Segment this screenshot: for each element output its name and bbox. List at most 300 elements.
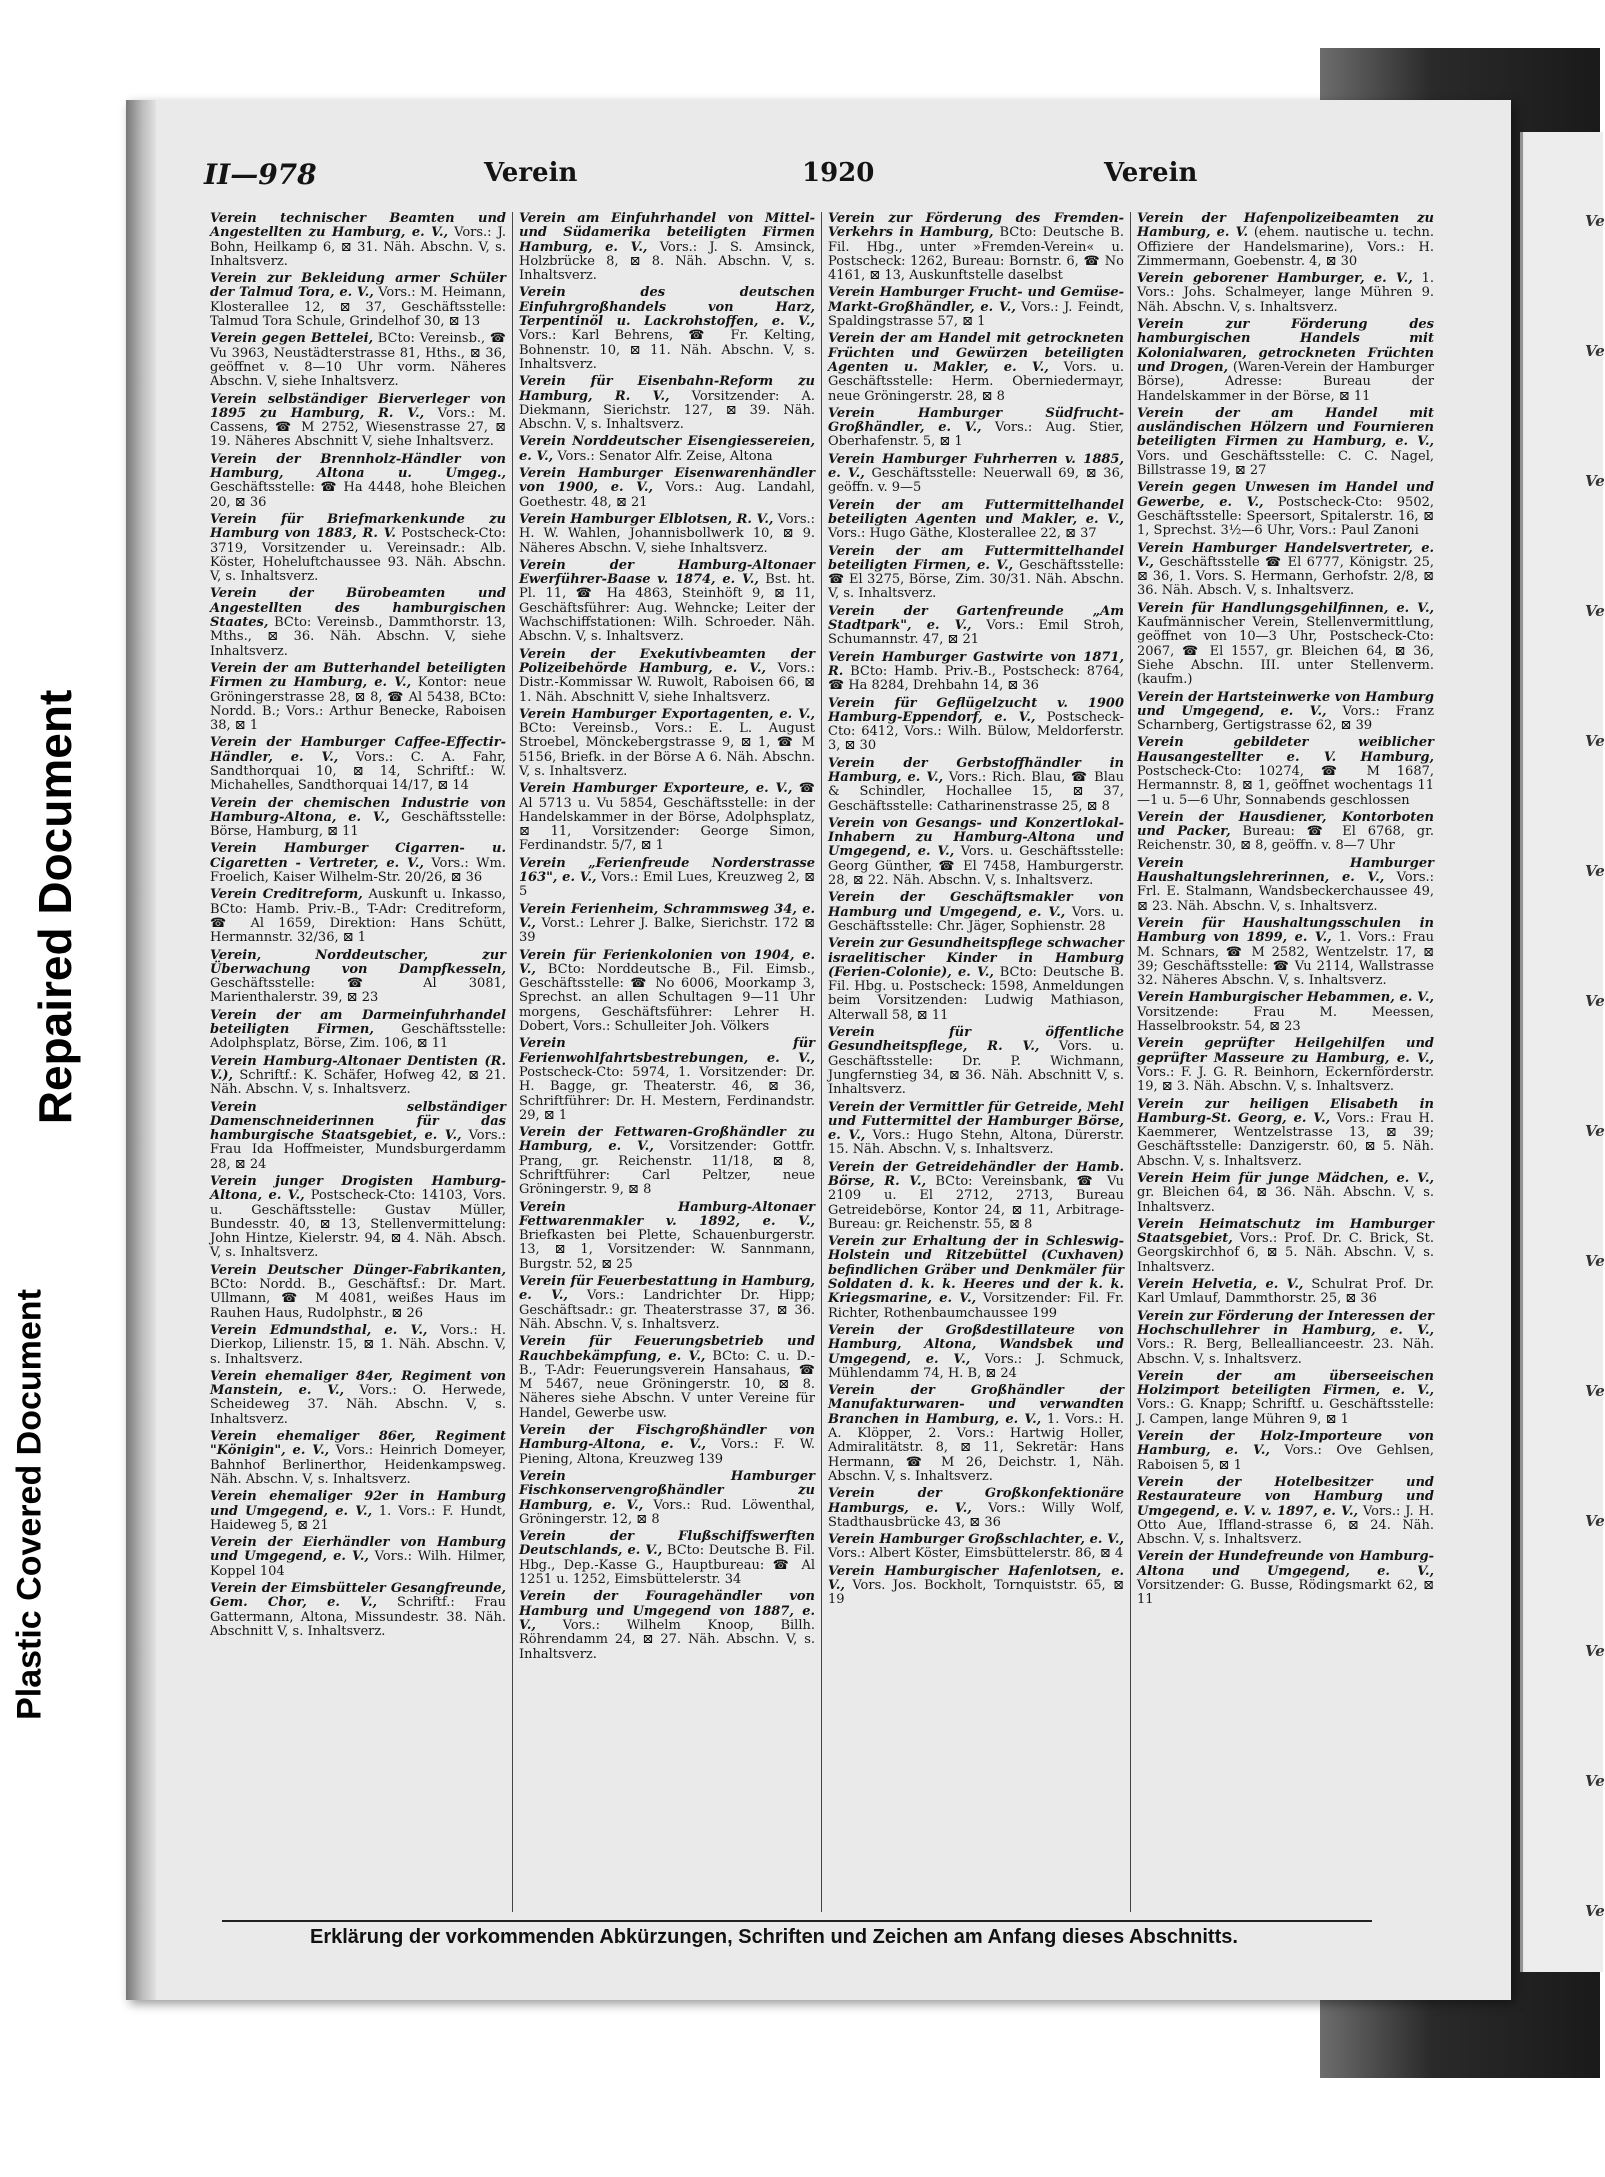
entry-name: Verein zur Gesundheitspflege schwacher israelitischer Kinder in Hamburg (Ferien-Colonie), e. V., <box>828 936 1124 980</box>
directory-entry <box>210 1324 506 1367</box>
entry-name: Verein technischer Beamten und Angestellten zu Hamburg, e. V., <box>210 211 506 241</box>
directory-entry <box>519 212 815 283</box>
entry-details: 1. Vors.: Frau M. Schnars, ☎ M 2582, Wentzelstr. 17, ⊠ 39; Geschäftsstelle: ☎ Vu 2114, Wallstrasse 32. Näheres Abschn. V, s. Inhaltsverz. <box>1137 930 1434 989</box>
directory-entry <box>1137 857 1434 914</box>
entry-name: Verein zur Erhaltung der in Schleswig-Holstein und Ritzebüttel (Cuxhaven) befindlichen Gräber und Denkmäler für Soldaten d. k. k. Heeres und der k. k. Kriegsmarine, e. V., <box>828 1234 1124 1307</box>
entry-details: Vors.: Distr.-Kommissar W. Ruwolt, Raboisen 66, ⊠ 1. Näh. Abschnitt V, siehe Inhaltsverz. <box>519 660 815 705</box>
directory-entry <box>519 1470 815 1527</box>
entry-name: Verein junger Drogisten Hamburg-Altona, e. V., <box>210 1174 506 1204</box>
directory-entry <box>210 453 506 510</box>
entry-details: BCto: Vereinsb., ☎ Vu 3963, Neustädterstrasse 81, Hths., ⊠ 36, geöffnet v. 8—10 Uhr vorm. Näheres Abschn. V, siehe Inhaltsverz. <box>210 331 506 390</box>
entry-name: Verein für Eisenbahn-Reform zu Hamburg, R. V., <box>519 374 815 404</box>
entry-name: Verein der Fischgroßhändler von Hamburg-Altona, e. V., <box>519 1423 815 1453</box>
directory-entry <box>210 736 506 793</box>
entry-name: Verein Hamburger Exportagenten, e. V., <box>519 706 815 722</box>
directory-entry <box>828 332 1124 403</box>
entry-name: Verein Hamburger Gastwirte von 1871, R. <box>828 649 1124 679</box>
entry-details: Vorsitzender: Gottfr. Prang, gr. Reichenstr. 11/18, ⊠ 8, Schriftführer: Carl Peltzer, neue Gröningerstr. 9, ⊠ 8 <box>519 1139 815 1198</box>
directory-entry <box>210 1490 506 1533</box>
entry-name: Verein geprüfter Heilgehilfen und geprüfter Masseure zu Hamburg, e. V., <box>1137 1036 1434 1066</box>
entry-details: Kaufmännischer Verein, Stellenvermittlung, geöffnet von 10—3 Uhr, Postscheck-Cto: 2067, ☎ El 1557, gr. Bleichen 64, ⊠ 36, Siehe Abschn. III. unter Stellenverm. (kaufm.) <box>1137 615 1434 688</box>
entry-name: Verein der Gartenfreunde „Am Stadtpark", e. V., <box>828 603 1124 634</box>
entry-details: Vors.: Frau Ida Hoffmeister, Mundsburgerdamm 28, ⊠ 24 <box>210 1128 506 1172</box>
directory-entry <box>1137 1098 1434 1169</box>
directory-entry <box>828 1533 1124 1562</box>
entry-details: Vors.: Aug. Stier, Oberhafenstr. 5, ⊠ 1 <box>828 420 1124 450</box>
entry-details: Schulrat Prof. Dr. Karl Umlauf, Dammthorstr. 25, ⊠ 36 <box>1137 1277 1435 1307</box>
entry-name: Verein der Gerbstoffhändler in Hamburg, e. V., <box>828 755 1124 785</box>
entry-name: Verein zur heiligen Elisabeth in Hamburg-St. Georg, e. V., <box>1137 1096 1434 1126</box>
directory-entry <box>828 212 1124 283</box>
directory-entry <box>210 212 506 269</box>
next-page-edge <box>1520 132 1603 1972</box>
directory-entry <box>1137 407 1434 478</box>
entry-name: Verein Hamburger Eisenwarenhändler von 1900, e. V., <box>519 466 815 496</box>
entry-name: Verein der am Handel mit ausländischen Hölzern und Fournieren beteiligten Firmen zu Hamburg, e. V., <box>1137 405 1434 450</box>
entry-details: Vors.: M. Cassens, ☎ M 2752, Wiesenstrasse 27, ⊠ 19. Näheres Abschnitt V, siehe Inhaltsverz. <box>210 405 506 450</box>
entry-name: Verein der Holz-Importeure von Hamburg, e. V., <box>1137 1429 1434 1459</box>
entry-details: BCto: Vereinsb., Vors.: E. L. August Stroebel, Mönckebergstrasse 9, ⊠ 1, ☎ M 5156, Briefk. in der Börse A 6. Näh. Abschn. V, s. Inhaltsverz. <box>519 721 815 779</box>
entry-name: Verein selbständiger Bierverleger von 1895 zu Hamburg, R. V., <box>210 391 506 421</box>
directory-entry <box>1137 481 1434 538</box>
directory-entry <box>1137 811 1434 854</box>
entry-details: Vors.: M. Heimann, Klosterallee 12, ⊠ 37, Geschäftsstelle: Talmud Tora Schule, Grindelhof 30, ⊠ 13 <box>210 285 506 330</box>
entry-details: Vors.: J. Bohn, Heilkamp 6, ⊠ 31. Näh. Abschn. V, s. Inhaltsverz. <box>210 225 506 269</box>
entry-name: Verein der Hartsteinwerke von Hamburg und Umgegend, e. V., <box>1137 689 1434 719</box>
directory-entry <box>210 1370 506 1427</box>
entry-details: Postscheck-Cto: 9502, Geschäftsstelle: Speersort, Spitalerstr. 16, ⊠ 1, Sprechst. 3½—6 Uhr, Vors.: Paul Zanoni <box>1137 494 1434 539</box>
directory-entry <box>519 648 815 705</box>
entry-details: Vors.: Heinrich Domeyer, Bahnhof Berlinerthor, Heidenkampsweg. Näh. Abschn. V, s. Inhaltsverz. <box>210 1443 507 1487</box>
directory-entry <box>210 587 506 658</box>
entry-details: (Waren-Verein der Hamburger Börse), Adresse: Bureau der Handelskammer in der Börse, ⊠ 11 <box>1137 359 1435 404</box>
directory-entry <box>519 467 815 510</box>
entry-name: Verein der am Butterhandel beteiligten Firmen zu Hamburg, e. V., <box>210 660 506 691</box>
entry-details: BCto: Hamb. Priv.-B., Postscheck: 8764, ☎ Ha 8284, Drehbahn 14, ⊠ 36 <box>828 663 1124 694</box>
entry-name: Verein der am Futtermittelhandel beteiligten Firmen, e. V., <box>828 543 1124 573</box>
entry-name: Verein Norddeutscher Eisengiessereien, e. V., <box>519 434 815 464</box>
directory-entry <box>210 797 506 840</box>
directory-entry <box>519 903 815 946</box>
directory-entry <box>828 1487 1124 1530</box>
entry-name: Verein der Brennholz-Händler von Hamburg, Altona u. Umgeg., <box>210 451 506 482</box>
directory-entry <box>210 332 506 389</box>
directory-entry <box>828 757 1124 814</box>
entry-details: Vors.: G. Knapp; Schriftf. u. Geschäftsstelle: J. Campen, lange Mühren 9, ⊠ 1 <box>1137 1397 1434 1427</box>
directory-entry <box>1137 272 1434 315</box>
entry-name: Verein Deutscher Dünger-Fabrikanten, <box>210 1262 506 1278</box>
entry-details: Vors.: J. H. Otto Aue, Iffland-strasse 6, ⊠ 24. Näh. Abschn. V, s. Inhaltsverz. <box>1137 1503 1434 1548</box>
directory-entry <box>519 513 815 556</box>
directory-entry <box>828 937 1124 1023</box>
directory-columns <box>204 212 1440 1912</box>
entry-details: BCto: Vereinsb., Dammthorstr. 13, Mths., ⊠ 36. Näh. Abschn. V, siehe Inhaltsverz. <box>210 615 506 659</box>
entry-details: Vorsitzende: Frau M. Meessen, Hasselbrookstr. 54, ⊠ 23 <box>1137 1004 1434 1035</box>
entry-name: Verein der Bürobeamten und Angestellten des hamburgischen Staates, <box>210 586 506 631</box>
entry-name: Verein Hamburger Frucht- und Gemüse-Markt-Großhändler, e. V., <box>828 285 1124 315</box>
directory-entry <box>519 1335 815 1421</box>
entry-details: Geschäftsstelle ☎ El 6777, Königstr. 25, ⊠ 36, 1. Vors. S. Hermann, Gerhofstr. 2/8, ⊠ 36. Näh. Absch. V, s. Inhaltsverz. <box>1137 554 1434 599</box>
directory-entry <box>210 842 506 885</box>
entry-name: Verein für Ferienkolonien von 1904, e. V., <box>519 947 815 977</box>
directory-entry <box>519 949 815 1035</box>
entry-details: BCto: Deutsche B. Fil. Hbg. u. Postscheck: 1598, Anmeldungen beim Vorsitzenden: Ludwig Mathiason, Alterwall 58, ⊠ 11 <box>828 964 1124 1023</box>
entry-name: Verein Hamburger Elblotsen, R. V., <box>519 511 774 527</box>
entry-details: Postscheck-Cto: 14103, Vors. u. Geschäftsstelle: Gustav Müller, Bundesstr. 40, ⊠ 13, Stellenvermittelung: John Hintze, Kielerstr. 94, ⊠ 4. Näh. Absch. V, s. Inhaltsverz. <box>210 1188 507 1261</box>
directory-entry <box>1137 1550 1434 1607</box>
next-page-fragment: Ve <box>1585 992 1605 1010</box>
directory-entry <box>519 782 815 853</box>
directory-entry <box>1137 1278 1434 1307</box>
next-page-fragment: Ve <box>1585 1642 1605 1660</box>
next-page-fragment: Ve <box>1585 212 1605 230</box>
entry-details: BCto: Norddeutsche B., Fil. Eimsb., Geschäftsstelle: ☎ No 6006, Moorkamp 3, Sprechst. an allen Schultagen 9—11 Uhr morgens, Geschäftsführer: Lehrer H. Dobert, Vors.: Schulleiter Joh. Völkers <box>519 961 815 1035</box>
entry-details: Vors.: Rud. Löwenthal, Gröningerstr. 12, ⊠ 8 <box>519 1497 815 1527</box>
entry-details: Vors.: Rich. Blau, ☎ Blau & Schindler, Hochallee 15, ⊠ 37, Geschäftsstelle: Catharinenstrasse 25, ⊠ 8 <box>828 769 1124 814</box>
entry-name: Verein Creditreform, <box>210 887 363 903</box>
entry-details: Vors.: F. W. Piening, Altona, Kreuzweg 139 <box>519 1437 816 1467</box>
entry-name: Verein für öffentliche Gesundheitspflege, R. V., <box>828 1025 1124 1055</box>
entry-details: Vors.: Aug. Landahl, Goethestr. 48, ⊠ 21 <box>519 480 815 510</box>
entry-name: Verein Heim für junge Mädchen, e. V., <box>1137 1171 1434 1186</box>
directory-entry <box>828 651 1124 694</box>
entry-name: Verein am Einfuhrhandel von Mittel- und Südamerika beteiligten Firmen Hamburg, e. V., <box>519 211 815 255</box>
entry-name: Verein der Hamburger Caffee-Effectir-Händler, e. V., <box>210 735 506 765</box>
directory-column <box>513 212 822 1912</box>
entry-details: Vors.: Hugo Gäthe, Klosterallee 22, ⊠ 37 <box>828 526 1097 542</box>
next-page-fragment: Ve <box>1585 1772 1605 1790</box>
entry-details: Auskunft u. Inkasso, BCto: Hamb. Priv.-B., T-Adr: Creditreform, ☎ Al 1659, Direktion: Hans Schütt, Hermannstr. 32/36, ⊠ 1 <box>210 887 506 946</box>
entry-name: Verein der Exekutivbeamten der Polizeibehörde Hamburg, e. V., <box>519 646 815 676</box>
entry-name: Verein, Norddeutscher, zur Überwachung von Dampfkesseln, <box>210 947 506 977</box>
entry-details: Schriftf.: Frau Gattermann, Altona, Missundestr. 38. Näh. Abschnitt V, s. Inhaltsverz. <box>210 1595 507 1639</box>
directory-entry <box>519 708 815 779</box>
entry-details: Vors.: Wm. Froelich, Kaiser Wilhelm-Str. 20/26, ⊠ 36 <box>210 855 506 886</box>
directory-entry <box>828 1101 1124 1158</box>
directory-entry <box>1137 1476 1434 1547</box>
entry-name: Verein der Hotelbesitzer und Restaurateure von Hamburg und Umgegend, e. V. v. 1897, e. V., <box>1137 1474 1434 1519</box>
entry-name: Verein für Haushaltungsschulen in Hamburg von 1899, e. V., <box>1137 915 1434 946</box>
entry-name: Verein ehemaliger 86er, Regiment "Königin", e. V., <box>210 1429 506 1459</box>
footer-rule <box>222 1920 1372 1922</box>
entry-name: Verein der Flußschiffswerften Deutschlands, e. V., <box>519 1529 815 1559</box>
entry-details: Vors.: Willy Wolf, Stadthausbrücke 43, ⊠ 36 <box>828 1500 1124 1530</box>
entry-details: Vors.: Karl Behrens, ☎ Fr. Kelting, Bohnenstr. 10, ⊠ 11. Näh. Abschn. V, s. Inhaltsverz. <box>519 328 815 372</box>
entry-name: Verein der Großdestillateure von Hamburg, Altona, Wandsbek und Umgegend, e. V., <box>828 1322 1124 1367</box>
entry-name: Verein zur Förderung der Interessen der Hochschullehrer in Hamburg, e. V., <box>1137 1308 1434 1338</box>
directory-entry <box>828 1384 1124 1484</box>
directory-entry <box>519 857 815 900</box>
entry-name: Verein Hamburg-Altonaer Dentisten (R. V.), <box>210 1053 506 1083</box>
directory-entry <box>1137 1430 1434 1473</box>
entry-name: Verein der Hafenpolizeibeamten zu Hamburg, e. V. <box>1137 211 1434 241</box>
directory-entry <box>1137 991 1434 1034</box>
entry-details: Geschäftsstelle: ☎ El 3275, Börse, Zim. 30/31. Näh. Abschn. V, s. Inhaltsverz. <box>828 557 1125 602</box>
next-page-fragment: Ve <box>1585 1382 1605 1400</box>
entry-details: Vors.: Wilh. Hilmer, Koppel 104 <box>210 1549 506 1579</box>
directory-entry <box>828 453 1124 496</box>
entry-name: Verein gegen Unwesen im Handel und Gewerbe, e. V., <box>1137 480 1434 510</box>
entry-details: 1. Vors.: F. Hundt, Haideweg 5, ⊠ 21 <box>210 1503 506 1533</box>
next-page-fragment: Ve <box>1585 602 1605 620</box>
directory-entry <box>828 1026 1124 1097</box>
directory-entry <box>828 545 1124 602</box>
entry-name: Verein Hamburger Handelsvertreter, e. V., <box>1137 540 1434 570</box>
directory-column <box>1131 212 1440 1912</box>
entry-details: Postscheck-Cto: 5974, 1. Vorsitzender: Dr. H. Bagge, gr. Theaterstr. 46, ⊠ 36, Schriftführer: Dr. H. Mestern, Ferdinandstr. 29, ⊠ 1 <box>519 1064 815 1123</box>
directory-entry <box>828 286 1124 329</box>
entry-details: BCto: Deutsche B. Fil. Hbg., Dep.-Kasse G., Hauptbureau: ☎ Al 1251 u. 1252, Eimsbüttelerstr. 34 <box>519 1543 816 1588</box>
entry-details: Vorst.: Lehrer J. Balke, Sierichstr. 172 ⊠ 39 <box>519 915 816 946</box>
directory-entry <box>828 891 1124 934</box>
directory-entry <box>1137 602 1434 688</box>
entry-name: Verein der am Futtermittelhandel beteiligten Agenten und Makler, e. V., <box>828 497 1124 527</box>
entry-name: Verein für Feuerungsbetrieb und Rauchbekämpfung, e. V., <box>519 1334 815 1364</box>
entry-details: Vors.: Wilhelm Knoop, Billh. Röhrendamm 24, ⊠ 27. Näh. Abschn. V, s. Inhaltsverz. <box>519 1617 815 1662</box>
directory-entry <box>1137 1218 1434 1275</box>
directory-entry <box>1137 1037 1434 1094</box>
directory-entry <box>1137 318 1434 404</box>
directory-entry <box>210 1055 506 1098</box>
next-page-fragment: Ve <box>1585 342 1605 360</box>
entry-details: Postscheck-Cto: 6412, Vors.: Wilh. Bülow, Meldorferstr. 3, ⊠ 30 <box>828 709 1124 754</box>
entry-name: Verein zur Förderung des Fremden-Verkehrs in Hamburg, <box>828 211 1124 241</box>
entry-details: Geschäftsstelle: ☎ Ha 4448, hohe Bleichen 20, ⊠ 36 <box>210 480 506 510</box>
header-title-left: Verein <box>484 158 578 188</box>
entry-details: Briefkasten bei Plette, Schauenburgerstr. 13, ⊠ 1, Vorsitzender: W. Sannmann, Burgstr. 52, ⊠ 25 <box>519 1228 815 1272</box>
entry-details: Vors.: C. A. Fahr, Sandthorquai 10, ⊠ 14, Schriftf.: W. Michahelles, Sandthorquai 14/17, ⊠ 14 <box>210 749 506 794</box>
directory-entry <box>210 888 506 945</box>
entry-name: Verein für Briefmarkenkunde zu Hamburg von 1883, R. V. <box>210 511 506 542</box>
directory-entry <box>828 1565 1124 1608</box>
entry-name: Verein zur Bekleidung armer Schüler der Talmud Tora, e. V., <box>210 271 506 301</box>
entry-name: Verein der am Darmeinfuhrhandel beteiligten Firmen, <box>210 1007 506 1038</box>
directory-entry <box>1137 1310 1434 1367</box>
entry-details: Postscheck-Cto: 10274, ☎ M 1687, Hermannstr. 8, ⊠ 1, geöffnet wochentags 11—1 u. 5—6 Uhr, Sonnabends geschlossen <box>1137 763 1434 808</box>
entry-details: Vors.: Hugo Stehn, Altona, Dürerstr. 15. Näh. Abschn. V, s. Inhaltsverz. <box>828 1128 1124 1158</box>
entry-name: Verein der am Handel mit getrockneten Früchten und Gewürzen beteiligten Agenten u. Makler, e. V., <box>828 331 1124 375</box>
entry-name: Verein der Geschäftsmakler von Hamburg und Umgegend, e. V., <box>828 890 1124 920</box>
directory-entry <box>519 375 815 432</box>
plastic-covered-label: Plastic Covered Document <box>10 1289 49 1720</box>
next-page-fragment: Ve <box>1585 1512 1605 1530</box>
directory-entry <box>210 1175 506 1261</box>
directory-column <box>204 212 513 1912</box>
entry-name: Verein der Getreidehändler der Hamb. Börse, R. V., <box>828 1159 1124 1189</box>
entry-name: Verein Hamburger Exporteure, e. V., <box>519 781 793 797</box>
page-header <box>204 158 1204 192</box>
entry-details: BCto: Nordd. B., Geschäftsf.: Dr. Mart. Ullmann, ☎ M 4081, weißes Haus im Rauhen Haus, Rudolphstr., ⊠ 26 <box>210 1277 506 1321</box>
entry-details: Vors.: H. W. Wahlen, Johannisbollwerk 10, ⊠ 9. Näheres Abschn. V, siehe Inhaltsverz. <box>519 511 816 556</box>
entry-details: Vors.: R. Berg, Belleallianceestr. 23. Näh. Abschn. V, s. Inhaltsverz. <box>1137 1337 1434 1367</box>
entry-name: Verein für Ferienwohlfahrtsbestrebungen, e. V., <box>519 1036 815 1066</box>
entry-details: Vors.: J. Schmuck, Mühlendamm 74, H. B, ⊠ 24 <box>828 1351 1124 1381</box>
directory-entry <box>210 393 506 450</box>
entry-details: Schriftf.: K. Schäfer, Hofweg 42, ⊠ 21. Näh. Abschn. V, s. Inhaltsverz. <box>210 1067 507 1098</box>
entry-name: Verein der Fettwaren-Großhändler zu Hamburg, e. V., <box>519 1125 815 1155</box>
entry-details: Vors.: F. J. G. R. Beinhorn, Eckernförderstr. 19, ⊠ 3. Näh. Abschn. V, s. Inhaltsverz. <box>1137 1064 1434 1095</box>
entry-details: BCto: Deutsche B. Fil. Hbg., unter »Fremden-Verein« u. Postscheck: 1262, Bureau: Bornstr. 6, ☎ No 4161, ⊠ 13, Auskunftstelle daselbst <box>828 225 1124 284</box>
entry-name: Verein für Feuerbestattung in Hamburg, e. V., <box>519 1274 815 1304</box>
directory-entry <box>1137 1370 1434 1427</box>
directory-entry <box>210 272 506 329</box>
directory-entry <box>828 605 1124 648</box>
entry-name: Verein Hamburgischer Hebammen, e. V., <box>1137 990 1434 1006</box>
entry-name: Verein gegen Bettelei, <box>210 331 374 347</box>
entry-name: Verein zur Förderung des hamburgischen Handels mit Kolonialwaren, getrockneten Früchten und Drogen, <box>1137 317 1434 375</box>
directory-entry <box>828 1161 1124 1232</box>
entry-name: Verein für Handlungsgehilfinnen, e. V., <box>1137 600 1434 616</box>
directory-entry <box>519 1530 815 1587</box>
directory-entry <box>519 1126 815 1197</box>
entry-details: Vors. u. Geschäftsstelle: Herm. Oberniedermayr, neue Gröningerstr. 28, ⊠ 8 <box>828 359 1124 404</box>
directory-entry <box>519 286 815 372</box>
entry-name: Verein für Geflügelzucht v. 1900 Hamburg-Eppendorf, e. V., <box>828 695 1124 725</box>
directory-entry <box>828 407 1124 450</box>
entry-details: Vors.: H. Dierkop, Lilienstr. 15, ⊠ 1. Näh. Abschn. V, s. Inhaltsverz. <box>210 1322 507 1367</box>
entry-name: Verein Hamburger Fuhrherren v. 1885, e. V., <box>828 451 1124 482</box>
entry-details: ☎ Al 5713 u. Vu 5854, Geschäftsstelle: in der Handelskammer in der Börse, Adolphsplatz, ⊠ 11, Vorsitzender: George Simon, Ferdinandstr. 5/7, ⊠ 1 <box>519 781 815 854</box>
directory-entry <box>210 1101 506 1172</box>
entry-details: 1. Vors.: H. A. Klöpper, 2. Vors.: Hartwig Holler, Admiralitätstr. 8, ⊠ 11, Sekretär: Hans Hermann, ☎ M 26, Deichstr. 1, Näh. Abschn. V, s. Inhaltsverz. <box>828 1411 1124 1484</box>
entry-name: Verein Hamburg-Altonaer Fettwarenmakler v. 1892, e. V., <box>519 1199 815 1229</box>
directory-entry <box>210 513 506 584</box>
entry-details: Geschäftsstelle: Adolphsplatz, Börse, Zim. 106, ⊠ 11 <box>210 1022 506 1052</box>
entry-name: Verein der Vermittler für Getreide, Mehl und Futtermittel der Hamburger Börse, e. V., <box>828 1099 1124 1144</box>
entry-name: Verein gebildeter weiblicher Hausangestellter e. V. Hamburg, <box>1137 735 1434 765</box>
entry-name: Verein Helvetia, e. V., <box>1137 1277 1304 1293</box>
directory-entry <box>519 435 815 464</box>
directory-entry <box>210 662 506 733</box>
entry-name: Verein Hamburger Cigarren- u. Cigaretten - Vertreter, e. V., <box>210 841 506 871</box>
entry-name: Verein Hamburger Haushaltungslehrerinnen, e. V., <box>1137 855 1434 886</box>
entry-details: Vorsitzender: G. Busse, Rödingsmarkt 62, ⊠ 11 <box>1137 1578 1434 1608</box>
directory-entry <box>1137 917 1434 988</box>
entry-name: Verein Edmundsthal, e. V., <box>210 1322 428 1338</box>
entry-details: Vors.: Emil Stroh, Schumannstr. 47, ⊠ 21 <box>828 618 1124 648</box>
entry-details: Geschäftsstelle: Börse, Hamburg, ⊠ 11 <box>210 809 506 840</box>
entry-name: Verein der am überseeischen Holzimport beteiligten Firmen, e. V., <box>1137 1368 1434 1399</box>
entry-name: Verein ehemaliger 92er in Hamburg und Umgegend, e. V., <box>210 1489 506 1519</box>
entry-details: Vors.: Franz Scharnberg, Gertigstrasse 62, ⊠ 39 <box>1137 703 1434 734</box>
entry-name: Verein Hamburger Südfrucht-Großhändler, e. V., <box>828 405 1124 436</box>
page-number: II—978 <box>204 158 317 191</box>
entry-details: Vorsitzender: Fil. Fr. Richter, Rothenbaumchaussee 199 <box>828 1291 1124 1321</box>
entry-name: Verein der Eierhändler von Hamburg und Umgegend, e. V., <box>210 1535 506 1565</box>
entry-details: Vors. und Geschäftsstelle: C. C. Nagel, Billstrasse 19, ⊠ 27 <box>1137 448 1434 479</box>
entry-name: Verein der Großhändler der Manufakturwaren- und verwandten Branchen in Hamburg, e. V., <box>828 1383 1124 1427</box>
directory-entry <box>519 1201 815 1272</box>
entry-details: Vors.: Frl. E. Stalmann, Wandsbeckerchaussee 49, ⊠ 23. Näh. Abschn. V, s. Inhaltsverz. <box>1137 870 1434 914</box>
entry-details: (ehem. nautische u. techn. Offiziere der Handelsmarine), Vors.: H. Zimmermann, Goebenstr. 4, ⊠ 30 <box>1137 225 1434 269</box>
directory-entry <box>828 817 1124 888</box>
directory-entry <box>210 1582 506 1639</box>
entry-name: Verein „Ferienfreude Norderstrasse 163", e. V., <box>519 855 815 886</box>
entry-details: BCto: Vereinsbank, ☎ Vu 2109 u. El 2712, 2713, Bureau Getreidebörse, Kontor 24, ⊠ 11, Arbitrage-Bureau: gr. Reichenstr. 55, ⊠ 8 <box>828 1174 1124 1232</box>
entry-details: gr. Bleichen 64, ⊠ 36. Näh. Abschn. V, s. Inhaltsverz. <box>1137 1185 1434 1215</box>
directory-entry <box>519 559 815 645</box>
entry-name: Verein der Hamburg-Altonaer Ewerführer-Baase v. 1874, e. V., <box>519 557 815 588</box>
entry-details: Geschäftsstelle: ☎ Al 3081, Marienthalerstr. 39, ⊠ 23 <box>210 976 506 1006</box>
next-page-fragment: Ve <box>1585 472 1605 490</box>
entry-details: Vors.: Landrichter Dr. Hipp; Geschäftsadr.: gr. Theaterstrasse 37, ⊠ 36. Näh. Abschn. V, s. Inhaltsverz. <box>519 1288 815 1332</box>
directory-entry <box>519 1424 815 1467</box>
entry-name: Verein der Eimsbütteler Gesangfreunde, Gem. Chor, e. V., <box>210 1581 506 1611</box>
entry-name: Verein selbständiger Damenschneiderinnen für das hamburgische Staatsgebiet, e. V., <box>210 1099 506 1144</box>
directory-entry <box>210 1009 506 1052</box>
entry-name: Verein Hamburger Großschlachter, e. V., <box>828 1532 1124 1548</box>
next-page-fragment: Ve <box>1585 732 1605 750</box>
entry-details: Vors. u. Geschäftsstelle: Dr. P. Wichmann, Jungfernstieg 34, ⊠ 36. Näh. Abschnitt V, s. Inhaltsverz. <box>828 1039 1124 1098</box>
next-page-fragment: Ve <box>1585 862 1605 880</box>
next-page-fragment: Ve <box>1585 1902 1605 1920</box>
entry-details: Vors.: Senator Alfr. Zeise, Altona <box>557 448 773 464</box>
entry-name: Verein Hamburger Fischkonservengroßhändler zu Hamburg, e. V., <box>519 1468 815 1513</box>
entry-details: Kontor: neue Gröningerstrasse 28, ⊠ 8, ☎ Al 5438, BCto: Nordd. B.; Vors.: Arthur Benecke, Raboisen 38, ⊠ 1 <box>210 675 506 734</box>
directory-entry <box>519 1037 815 1123</box>
entry-name: Verein Hamburgischer Hafenlotsen, e. V., <box>828 1563 1124 1594</box>
entry-details: Vors.: Prof. Dr. C. Brick, St. Georgskirchhof 6, ⊠ 5. Näh. Abschn. V, s. Inhaltsverz. <box>1137 1231 1434 1275</box>
directory-entry <box>1137 542 1434 599</box>
entry-details: BCto: C. u. D.-B., T-Adr: Feuerungsverein Hansahaus, ☎ M 5467, neue Gröningerstr. 10, ⊠ 8. Näheres siehe Abschn. V unter Vereine für Handel, Gewerbe usw. <box>519 1348 815 1421</box>
header-year: 1920 <box>802 158 875 188</box>
entry-details: Geschäftsstelle: Neuerwall 69, ⊠ 36, geöffn. v. 9—5 <box>828 466 1124 496</box>
directory-entry <box>210 1264 506 1321</box>
repaired-document-label: Repaired Document <box>29 689 81 1125</box>
entry-details: Vors. u. Geschäftsstelle: Georg Günther, ☎ El 7458, Hamburgerstr. 28, ⊠ 22. Näh. Abschn. V, s. Inhaltsverz. <box>828 844 1124 889</box>
entry-name: Verein von Gesangs- und Konzertlokal-Inhabern zu Hamburg-Altona und Umgegend, e. V., <box>828 815 1124 860</box>
entry-details: Vors. Jos. Bockholt, Tornquiststr. 65, ⊠ 19 <box>828 1578 1124 1608</box>
entry-details: Vors.: O. Herwede, Scheideweg 37. Näh. Abschn. V, s. Inhaltsverz. <box>210 1383 506 1427</box>
entry-name: Verein der Hausdiener, Kontorboten und Packer, <box>1137 809 1434 840</box>
entry-details: Vorsitzender: A. Diekmann, Sierichstr. 127, ⊠ 39. Näh. Abschn. V, s. Inhaltsverz. <box>519 388 816 433</box>
entry-details: Vors.: Albert Köster, Eimsbüttelerstr. 86, ⊠ 4 <box>828 1546 1124 1562</box>
entry-name: Verein der Hundefreunde von Hamburg-Altona und Umgegend, e. V., <box>1137 1549 1434 1579</box>
entry-name: Verein Ferienheim, Schrammsweg 34, e. V., <box>519 901 815 931</box>
directory-entry <box>210 1430 506 1487</box>
entry-name: Verein der Fouragehändler von Hamburg und Umgegend von 1887, e. V., <box>519 1589 815 1633</box>
directory-entry <box>1137 691 1434 734</box>
entry-details: Vors. u. Geschäftsstelle: Chr. Jäger, Sophienstr. 28 <box>828 904 1124 934</box>
directory-entry <box>828 697 1124 754</box>
next-page-fragment: Ve <box>1585 1122 1605 1140</box>
entry-name: Verein der Großkonfektionäre Hamburgs, e. V., <box>828 1486 1124 1516</box>
directory-entry <box>828 1324 1124 1381</box>
entry-name: Verein geborener Hamburger, e. V., <box>1137 271 1413 287</box>
entry-details: 1. Vors.: Johs. Schalmeyer, lange Mühren 9. Näh. Abschn. V, s. Inhaltsverz. <box>1137 271 1434 315</box>
directory-entry <box>1137 736 1434 807</box>
entry-details: Vors.: Ove Gehlsen, Raboisen 5, ⊠ 1 <box>1137 1443 1435 1473</box>
footer-note: Erklärung der vorkommenden Abkürzungen, Schriften und Zeichen am Anfang dieses Abschnitts. <box>310 1926 1238 1948</box>
entry-name: Verein des deutschen Einfuhrgroßhandels von Harz, Terpentinöl u. Lackrohstoffen, e. V., <box>519 285 815 330</box>
entry-name: Verein der chemischen Industrie von Hamburg-Altona, e. V., <box>210 795 506 825</box>
entry-details: Bureau: ☎ El 6768, gr. Reichenstr. 30, ⊠ 8, geöffn. v. 8—7 Uhr <box>1137 824 1434 854</box>
entry-details: Vors.: Emil Lues, Kreuzweg 2, ⊠ 5 <box>519 870 815 900</box>
next-page-fragment: Ve <box>1585 1252 1605 1270</box>
directory-entry <box>519 1275 815 1332</box>
directory-entry <box>1137 212 1434 269</box>
header-title-right: Verein <box>1104 158 1198 188</box>
directory-column <box>822 212 1131 1912</box>
entry-details: Postscheck-Cto: 3719, Vorsitzender u. Vereinsadr.: Alb. Köster, Hoheluftchaussee 93. Näh. Abschn. V, s. Inhaltsverz. <box>210 526 506 585</box>
entry-name: Verein Heimatschutz im Hamburger Staatsgebiet, <box>1137 1216 1434 1247</box>
directory-entry <box>210 949 506 1006</box>
entry-details: Vors.: J. Feindt, Spaldingstrasse 57, ⊠ 1 <box>828 299 1124 330</box>
directory-entry <box>519 1590 815 1661</box>
directory-entry <box>828 1235 1124 1321</box>
directory-entry <box>210 1536 506 1579</box>
entry-details: Vors.: J. S. Amsinck, Holzbrücke 8, ⊠ 8. Näh. Abschn. V, s. Inhaltsverz. <box>519 239 816 284</box>
